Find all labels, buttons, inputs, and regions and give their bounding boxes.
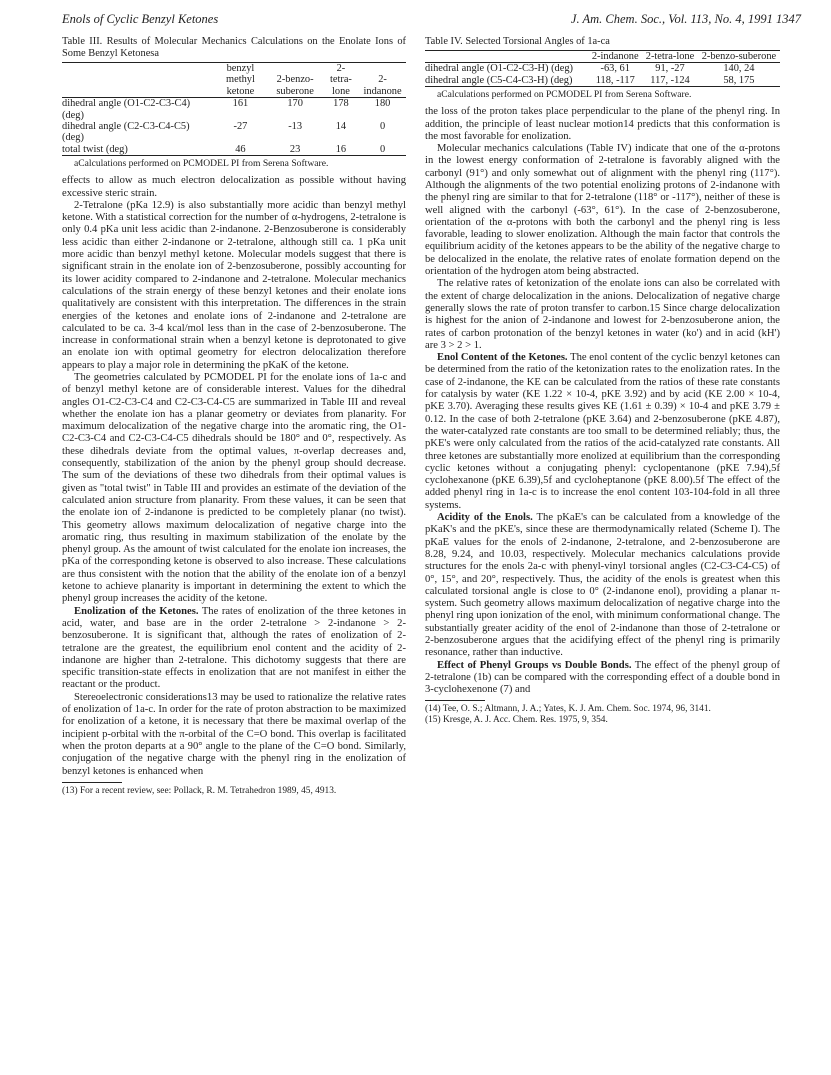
table4-col-header: 2-tetra-lone — [642, 51, 698, 63]
running-head-citation: J. Am. Chem. Soc., Vol. 113, No. 4, 1991 1347 — [570, 12, 801, 26]
paragraph-text: The rates of enolization of the three ketones in acid, water, and base are in the order 2-tetralone > 2-indanone > 2-benzosuberone. It is significant that, although the rates of enolization of 2-tetralone are the greatest, the equilibrium enol content and the acidity of 2-indanone are higher than 2-tetralone. This dichotomy suggests that there are specific transition-state effects in enolization that are not manifest in either the reactant or the product. — [62, 605, 406, 691]
paragraph-text: The enol content of the cyclic benzyl ketones can be determined from the ratio of the ketonization rates to the enolization rates. In the case of 2-indanone, the KE can be calculated from the ratios of these rate constants for catalysis by water (KE 1.22 × 10-4, pKE 3.92) and by acid (KE 2.00 × 10-4, pKE 3.70). Averaging these results gives KE (1.61 ± 0.39) × 10-4 and pKE 3.79 ± 0.12. In the case of both 2-tetralone (pKE 3.64) and 2-benzosuberone (pKE 4.87), the water-catalyzed rate constants are too small to be determined reliably; thus, the pKE's were only calculated from the ratios of the acid-catalyzed rate constants. All three ketones are substantially more enolized at equilibrium than the corresponding cyclic ketones without a conjugating phenyl: cyclopentanone (pKE 7.94),5f cyclohexanone (pKE 6.39),5f and cycloheptanone (pKE 8.00).5f The effect of the added phenyl ring in 1a-c is to increase the enol content 103-104-fold in all three systems. — [425, 352, 780, 511]
footnote-14: (14) Tee, O. S.; Altmann, J. A.; Yates, K. J. Am. Chem. Soc. 1974, 96, 3141. — [425, 704, 711, 715]
paragraph: The relative rates of ketonization of the enolate ions can also be correlated with the extent of charge delocalization in the anions. Delocalization of negative charge generally slows the rate of proton transfer to carbon.15 Since charge delocalization is highest for the anion of 2-indanone and lowest for 2-benzosuberone anion, the rates of carbon protonation of the benzyl ketones in water (ko') and in acid (kH') are 3 > 2 > 1. — [425, 278, 780, 351]
table4-col-header: 2-benzo-suberone — [698, 51, 780, 63]
left-column — [62, 36, 406, 797]
table-row: dihedral angle (O1-C2-C3-H) (deg) -63, 61 91, -27 140, 24 — [425, 63, 755, 75]
table3-col-header: 2-tetra-lone — [323, 63, 359, 98]
section-heading: Enolization of the Ketones. — [74, 605, 199, 617]
table3 — [62, 62, 406, 156]
paragraph-phenyl-vs-double — [425, 660, 780, 697]
paragraph: The geometries calculated by PCMODEL PI for the enolate ions of 1a-c and of benzyl methyl ketone are of considerable interest. Values for the dihedral angles O1-C2-C3-C4 and C2-C3-C4-C5 are summarized in Table III and reveal whether the enolate ion has a planar geometry or deviates from planarity. For maximum delocalization of the negative charge into the aromatic ring, the O1-C2-C3-C4 and C2-C3-C4-C5 dihedrals should be 180° and 0°, respectively. As these dihedrals deviate from the optimal values, π-overlap decreases and, consequently, stabilization of the anion by the phenyl group should decrease. The sum of the deviations of these two dihedrals from their optimal values is given as "total twist" in Table III and provides an estimate of the deviation of the calculated anion structure from planarity. From these values, it can be seen that the enolate ion of 2-indanone is predicted to be completely planar (no twist). This geometry allows maximum delocalization of negative charge into the aromatic ring, thus resulting in maximum stabilization of the enolate by the phenyl group. As the amount of twist calculated for the enolate ion increases, the pKa of the corresponding ketone is observed to also increase. These calculations are thus consistent with the notion that the ability of the enolate ion of a benzyl ketone to achieve planarity is important in determining the extent to which the phenyl group increases the acidity of the ketone. — [62, 372, 406, 605]
paragraph: Molecular mechanics calculations (Table IV) indicate that one of the α-protons in the lowest energy conformation of 2-tetralone is favorably aligned with the carbonyl (91°) and only somewhat out of alignment with the phenyl ring (117°). Although the alignments of the two potential enolizing protons of 2-indanone with the phenyl ring are similar to that for 2-tetralone (118° or -117°), neither of these is well aligned with the carbonyl (-63°, 61°). In the case of 2-benzosuberone, orientation of the α-protons with both the carbonyl and the phenyl ring is less favorable, leading to slower enolization. Although the main factor that controls the equilibrium acidity of the ketones appears to be the ability of the negative charge to be delocalized in the enolate, the relative rates of enolate formation depend on the orientation of the hydrogen atom being abstracted. — [425, 143, 780, 278]
table-row: dihedral angle (C2-C3-C4-C5) (deg) -27 -13 14 0 — [62, 121, 386, 144]
paragraph: 2-Tetralone (pKa 12.9) is also substantially more acidic than benzyl methyl ketone. With a statistical correction for the number of α-hydrogens, 2-tetralone is only 0.4 pKa unit less acidic than 2-indanone. 2-Benzosuberone is considerably less acidic than either 2-indanone or 2-tetralone, although still ca. 1 pKa unit more acidic than benzyl methyl ketone. Molecular models suggest that there is significant strain in the enolate ion of 2-benzosuberone, possibly accounting for its lower acidity compared to 2-indanone and 2-tetralone. Molecular mechanics calculations of the strain energy of these benzyl ketones and their enolate ions qualitatively are consistent with this interpretation. The differences in the strain energies of the ketones and enolate ions of 2-indanone and 2-tetralone are calculated to be ca. 3-4 kcal/mol less than in the case of 2-benzosuberone. The increase in conformational strain when a benzyl ketone is deprotonated to give an enolate ion with optimal geometry for electron delocalization therefore appears to play a major role in determining the pKaK of the ketone. — [62, 199, 406, 371]
paragraph: effects to allow as much electron delocalization as possible without having excessive steric strain. — [62, 175, 406, 199]
table3-footnote: aCalculations performed on PCMODEL PI from Serena Software. — [74, 158, 329, 170]
table-row: total twist (deg) 46 23 16 0 — [62, 144, 406, 156]
paragraph-text: The pKaE's can be calculated from a knowledge of the pKaK's and the pKE's, since these are thermodynamically related (Scheme I). The pKaE values for the enols of 2-indanone, 2-tetralone, and 2-benzosuberone are 8.28, 9.24, and 10.03, respectively. Molecular mechanics calculations provide structures for the enols 2a-c with phenyl-vinyl torsional angles (C2-C3-C4-C5) of 0°, 15°, and 20°, respectively. Thus, the acidity of the enols is greatest when this calculated torsional angle is close to 0° (2-indanone enol), providing a planar π-system. Such geometry allows maximum delocalization of negative charge into the phenyl ring upon ionization of the enol, with minimum conformational change. The substantially greater acidity of the enol of 2-indanone than those of 2-tetralone or 2-benzosuberone argues that the acidifying effect of the phenyl ring is primarily resonance, rather than inductive. — [425, 512, 780, 659]
paragraph-enolization — [62, 606, 406, 692]
paragraph: Stereoelectronic considerations13 may be used to rationalize the relative rates of enolization of 1a-c. In order for the rate of proton abstraction to be maximized for enolization of a ketone, it is necessary that there be maximal overlap of the incipient p-orbital with the π-orbital of the C=O bond. This overlap is facilitated when the proton departs at a 90° angle to the plane of the C=O bond. Similarly, conjugation of the negative charge with the phenyl ring in the enolization of benzyl ketones is enhanced when — [62, 691, 406, 777]
paragraph-enol-content — [425, 352, 780, 512]
table-row: dihedral angle (O1-C2-C3-C4) (deg) 161 170 178 180 — [62, 98, 391, 121]
table4-footnote: aCalculations performed on PCMODEL PI from Serena Software. — [437, 89, 692, 101]
table3-col-header: 2-indanone — [359, 63, 406, 98]
section-heading: Enol Content of the Ketones. — [437, 352, 568, 364]
table4-col-header: 2-indanone — [588, 51, 642, 63]
table-row: dihedral angle (C5-C4-C3-H) (deg) 118, -117 117, -124 58, 175 — [425, 75, 780, 87]
running-head — [62, 12, 801, 30]
paragraph-acidity — [425, 512, 780, 660]
table4 — [425, 50, 780, 87]
table4-caption: Table IV. Selected Torsional Angles of 1a-ca — [425, 36, 610, 47]
section-heading: Effect of Phenyl Groups vs Double Bonds. — [437, 659, 632, 671]
footnote-divider — [62, 782, 122, 783]
table3-col-header: 2-benzo-suberone — [268, 63, 323, 98]
running-head-title: Enols of Cyclic Benzyl Ketones — [62, 12, 219, 26]
section-heading: Acidity of the Enols. — [437, 512, 533, 524]
table3-col-header: benzyl methyl ketone — [213, 63, 267, 98]
footnote-15: (15) Kresge, A. J. Acc. Chem. Res. 1975, 9, 354. — [425, 715, 608, 726]
paragraph-text: The effect of the phenyl group of 2-tetralone (1b) can be compared with the corresponding effect of a double bond in 3-cyclohexenone (7) and — [425, 659, 780, 696]
paragraph: the loss of the proton takes place perpendicular to the plane of the phenyl ring. In addition, the principle of least nuclear motion14 predicts that this conformation is the most favorable for enolization. — [425, 106, 780, 142]
footnote-13: (13) For a recent review, see: Pollack, R. M. Tetrahedron 1989, 45, 4913. — [62, 785, 337, 796]
footnote-divider — [425, 700, 485, 701]
table3-caption: Table III. Results of Molecular Mechanics Calculations on the Enolate Ions of Some Benzyl Ketonesa — [62, 36, 406, 59]
right-column — [425, 36, 780, 726]
